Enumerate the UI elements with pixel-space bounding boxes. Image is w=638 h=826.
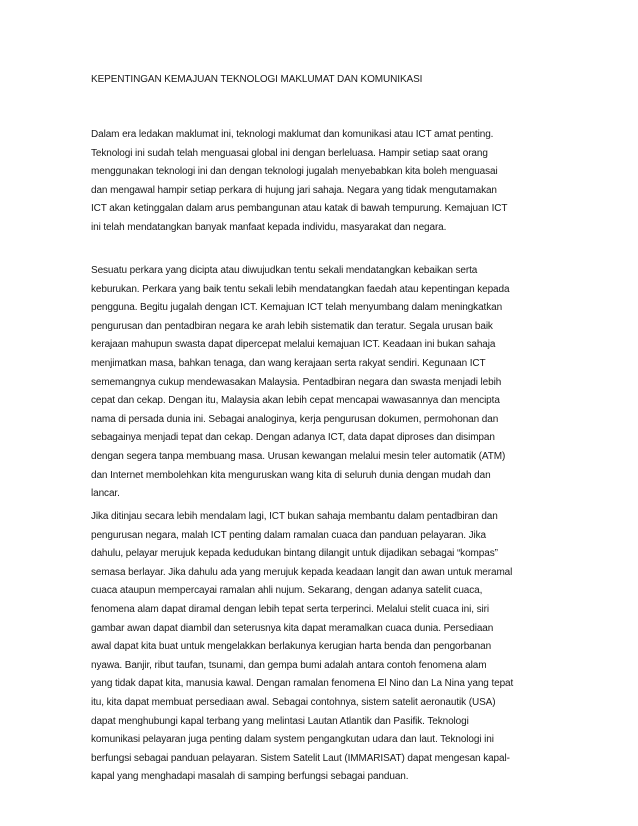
paragraph-line: pengurusan dan pentadbiran negara ke arah lebih sistematik dan teratur. Segala urusan baik <box>91 320 493 332</box>
paragraph-line: awal dapat kita buat untuk mengelakkan berlakunya kerugian harta benda dan pengorbanan <box>91 641 492 653</box>
paragraph-line: pengurusan negara, malah ICT penting dalam ramalan cuaca dan panduan pelayaran. Jika <box>91 529 487 541</box>
paragraph-line: fenomena alam dapat diramal dengan lebih tepat serta terperinci. Melalui stelit cuaca ini, siri <box>91 603 489 615</box>
paragraph-line: sebagainya menjadi tepat dan cekap. Dengan adanya ICT, data dapat diproses dan disimpan <box>91 432 495 444</box>
paragraph-line: dapat menghubungi kapal terbang yang melintasi Lautan Atlantik dan Pasifik. Teknologi <box>91 715 469 727</box>
document-title: KEPENTINGAN KEMAJUAN TEKNOLOGI MAKLUMAT DAN KOMUNIKASI <box>91 74 423 85</box>
paragraph-1 <box>91 126 551 238</box>
paragraph-line: dan Internet membolehkan kita menguruskan wang kita di seluruh dunia dengan mudah dan <box>91 469 491 481</box>
paragraph-line: dengan segera tanpa membuang masa. Urusan kewangan melalui mesin teler automatik (ATM) <box>91 450 506 462</box>
paragraph-line: yang tidak dapat kita, manusia kawal. Dengan ramalan fenomena El Nino dan La Nina yang tepat <box>91 678 514 690</box>
paragraph-line: gambar awan dapat diambil dan seterusnya kita dapat meramalkan cuaca dunia. Persediaan <box>91 622 494 634</box>
paragraph-line: semasa berlayar. Jika dahulu ada yang merujuk kepada keadaan langit dan awan untuk meramal <box>91 566 513 578</box>
paragraph-line: kapal yang menghadapi masalah di samping berfungsi sebagai panduan. <box>91 771 409 783</box>
paragraph-2 <box>91 262 551 504</box>
paragraph-line: Teknologi ini sudah telah menguasai global ini dengan berleluasa. Hampir setiap saat orang <box>91 147 488 159</box>
paragraph-line: keburukan. Perkara yang baik tentu sekali lebih mendatangkan faedah atau kepentingan kepada <box>91 283 510 295</box>
paragraph-line: berfungsi sebagai panduan pelayaran. Sistem Satelit Laut (IMMARISAT) dapat mengesan kapal- <box>91 752 510 764</box>
paragraph-line: lancar. <box>91 488 120 500</box>
paragraph-line: kerajaan mahupun swasta dapat dipercepat melalui kemajuan ICT. Keadaan ini bukan sahaja <box>91 339 496 351</box>
paragraph-line: cepat dan cekap. Dengan itu, Malaysia akan lebih cepat mencapai wawasannya dan mencipta <box>91 395 500 407</box>
paragraph-line: cuaca ataupun mempercayai ramalan ahli nujum. Sekarang, dengan adanya satelit cuaca, <box>91 585 483 597</box>
paragraph-line: dahulu, pelayar merujuk kepada kedudukan bintang dilangit untuk dijadikan sebagai “kompas” <box>91 548 498 560</box>
paragraph-line: ICT akan ketinggalan dalam arus pembangunan atau katak di bawah tempurung. Kemajuan ICT <box>91 203 508 215</box>
paragraph-line: pengguna. Begitu jugalah dengan ICT. Kemajuan ICT telah menyumbang dalam meningkatkan <box>91 302 503 314</box>
paragraph-line: dan mengawal hampir setiap perkara di hujung jari sahaja. Negara yang tidak mengutamakan <box>91 184 497 196</box>
paragraph-line: nama di persada dunia ini. Sebagai analoginya, kerja pengurusan dokumen, permohonan dan <box>91 413 499 425</box>
paragraph-line: nyawa. Banjir, ribut taufan, tsunami, dan gempa bumi adalah antara contoh fenomena alam <box>91 659 487 671</box>
paragraph-line: ini telah mendatangkan banyak manfaat kepada individu, masyarakat dan negara. <box>91 221 447 233</box>
paragraph-line: komunikasi pelayaran juga penting dalam system pengangkutan udara dan laut. Teknologi ini <box>91 734 494 746</box>
paragraph-line: itu, kita dapat membuat persediaan awal. Sebagai contohnya, sistem satelit aeronautik (USA) <box>91 696 496 708</box>
paragraph-line: menggunakan teknologi ini dan dengan teknologi jugalah menyebabkan kita boleh menguasai <box>91 166 498 178</box>
paragraph-line: sememangnya cukup mendewasakan Malaysia. Pentadbiran negara dan swasta menjadi lebih <box>91 376 502 388</box>
paragraph-line: Jika ditinjau secara lebih mendalam lagi, ICT bukan sahaja membantu dalam pentadbiran dan <box>91 511 498 522</box>
paragraph-line: Sesuatu perkara yang dicipta atau diwujudkan tentu sekali mendatangkan kebaikan serta <box>91 265 478 276</box>
paragraph-3 <box>91 508 551 787</box>
paragraph-line: menjimatkan masa, bahkan tenaga, dan wang kerajaan serta rakyat sendiri. Kegunaan ICT <box>91 357 486 369</box>
paragraph-line: Dalam era ledakan maklumat ini, teknologi maklumat dan komunikasi atau ICT amat penting. <box>91 129 494 140</box>
